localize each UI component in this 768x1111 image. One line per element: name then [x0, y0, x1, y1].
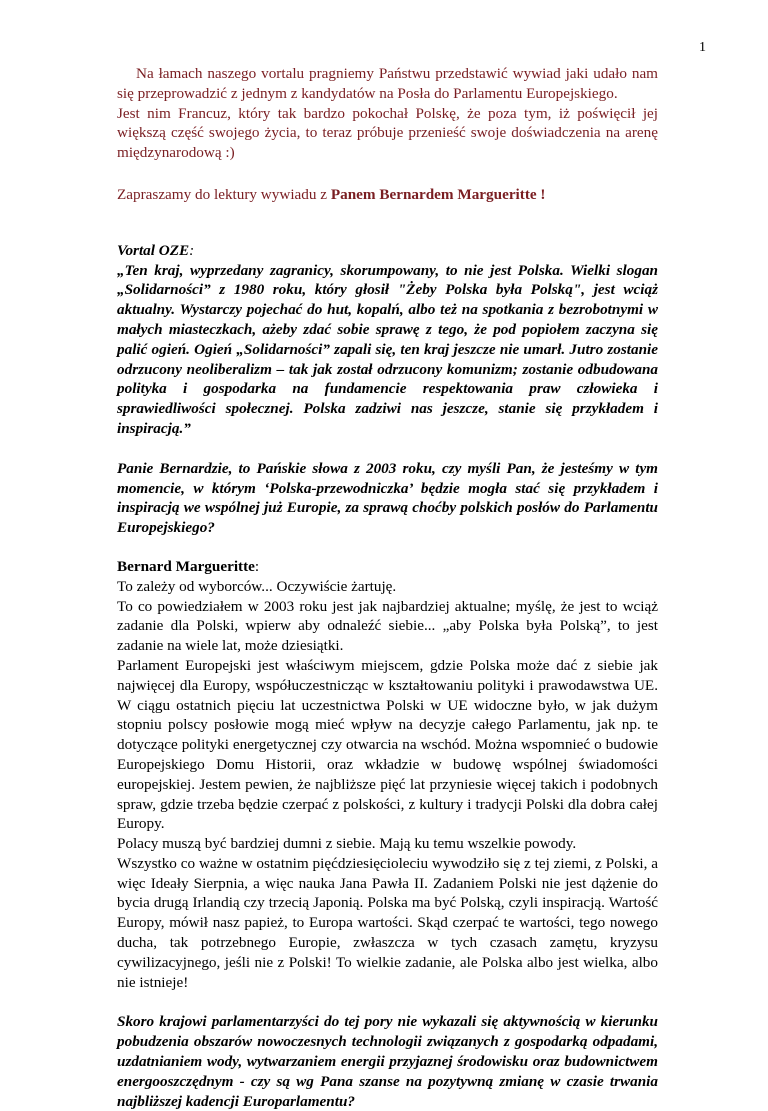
interviewer-colon: : — [189, 241, 195, 259]
page-number: 1 — [699, 40, 706, 55]
intro-line-1: Na łamach naszego vortalu pragniemy Państwu przedstawić wywiad jaki udało nam się przeprowadzić z jednym z kandydatów na Posła do Parlamentu Europejskiego. — [117, 65, 658, 102]
invite-text: Zapraszamy do lektury wywiadu z — [117, 185, 331, 203]
interviewer-label — [117, 241, 658, 261]
question-2: Skoro krajowi parlamentarzyści do tej pory nie wykazali się aktywnością w kierunku pobudzenia obszarów nowoczesnych technologii związanych z gospodarką odpadami, uzdatnianiem wody, wytwarzaniem energii przyjaznej środowisku oraz budownictwem energooszczędnym - czy są wg Pana szanse na pozytywną zmianę w czasie trwania najbliższej kadencji Europarlamentu? — [117, 1013, 658, 1110]
respondent-name: Bernard Margueritte — [117, 557, 255, 575]
document-body — [117, 64, 658, 1111]
answer-line: Parlament Europejski jest właściwym miejscem, gdzie Polska może dać z siebie jak najwięcej dla Europy, współuczestnicząc w kształtowaniu polityki i prawodawstwa UE. W ciągu ostatnich pięciu lat uczestnictwa Polski w UE widoczne było, w jak dużym stopniu polscy posłowie mogą mieć wpływ na decyzje całego Parlamentu, jak np. te dotyczące polityki energetycznej czy otwarcia na wschód. Można wspomnieć o budowie Europejskiego Domu Historii, oraz wkładzie w budowę wspólnej świadomości europejskiej. Jestem pewien, że najbliższe pięć lat przyniesie więcej takich i podobnych spraw, gdzie trzeba będzie czerpać z polskości, z kultury i tradycji Polski dla dobra całej Europy. — [117, 656, 658, 833]
question-1: Panie Bernardzie, to Pańskie słowa z 2003 roku, czy myśli Pan, że jesteśmy w tym momencie, w którym ‘Polska-przewodniczka’ będzie mogła stać się przykładem i inspiracją we wspólnej już Europie, za sprawą choćby polskich posłów do Parlamentu Europejskiego? — [117, 459, 658, 537]
interviewer-name: Vortal OZE — [117, 241, 190, 259]
invite-guest-name: Panem Bernardem Margueritte ! — [330, 185, 546, 203]
answer-paragraph — [117, 577, 658, 993]
respondent-colon: : — [254, 557, 260, 575]
answer-line: To co powiedziałem w 2003 roku jest jak najbardziej aktualne; myślę, że jest to wciąż zadanie dla Polski, wpierw aby odnaleźć siebie... „aby Polska była Polską”, to jest zadanie na wiele lat, może dziesiątki. — [117, 597, 658, 655]
respondent-label — [117, 557, 658, 577]
answer-line: Polacy muszą być bardziej dumni z siebie. Mają ku temu wszelkie powody. — [117, 835, 577, 853]
invite-paragraph — [117, 185, 658, 205]
intro-paragraph — [117, 64, 658, 163]
answer-line: Wszystko co ważne w ostatnim pięćdziesięcioleciu wywodziło się z tej ziemi, z Polski, a więc Ideały Sierpnia, a więc nauka Jana Pawła II. Zadaniem Polski nie jest dążenie do bycia drugą Irlandią czy trzecią Japonią. Polska ma być Polską, czyli inspiracją. Wartość Europy, mówił nasz papież, to Europa wartości. Skąd czerpać te wartości, tego nowego ducha, tak potrzebnego Europie, zwłaszcza w tych czasach zamętu, kryzysu cywilizacyjnego, jeśli nie z Polski! To wielkie zadanie, ale Polska albo jest wielka, albo nie istnieje! — [117, 854, 658, 991]
quote-paragraph: „Ten kraj, wyprzedany zagranicy, skorumpowany, to nie jest Polska. Wielki slogan „Solidarności” z 1980 roku, który głosił "Żeby Polska była Polską", jest wciąż aktualny. Wystarczy pojechać do hut, kopalń, albo też na spotkania z bezrobotnymi w małych miasteczkach, ażeby zdać sobie sprawę z tego, że pod popiołem zaczyna się palić ogień. Ogień „Solidarności” zapali się, ten kraj jeszcze nie umarł. Jutro zostanie odrzucony neoliberalizm – tak jak został odrzucony komunizm; zostanie odbudowana polityka i gospodarka na fundamencie respektowania praw człowieka i sprawiedliwości społecznej. Polska zadziwi nas jeszcze, stanie się przykładem i inspiracją.” — [117, 261, 658, 437]
answer-line: To zależy od wyborców... Oczywiście żartuję. — [117, 577, 397, 595]
intro-line-2: Jest nim Francuz, który tak bardzo pokochał Polskę, że poza tym, iż poświęcił jej większą część swojego życia, to teraz próbuje przenieść swoje doświadczenia na arenę międzynarodową :) — [117, 104, 658, 162]
